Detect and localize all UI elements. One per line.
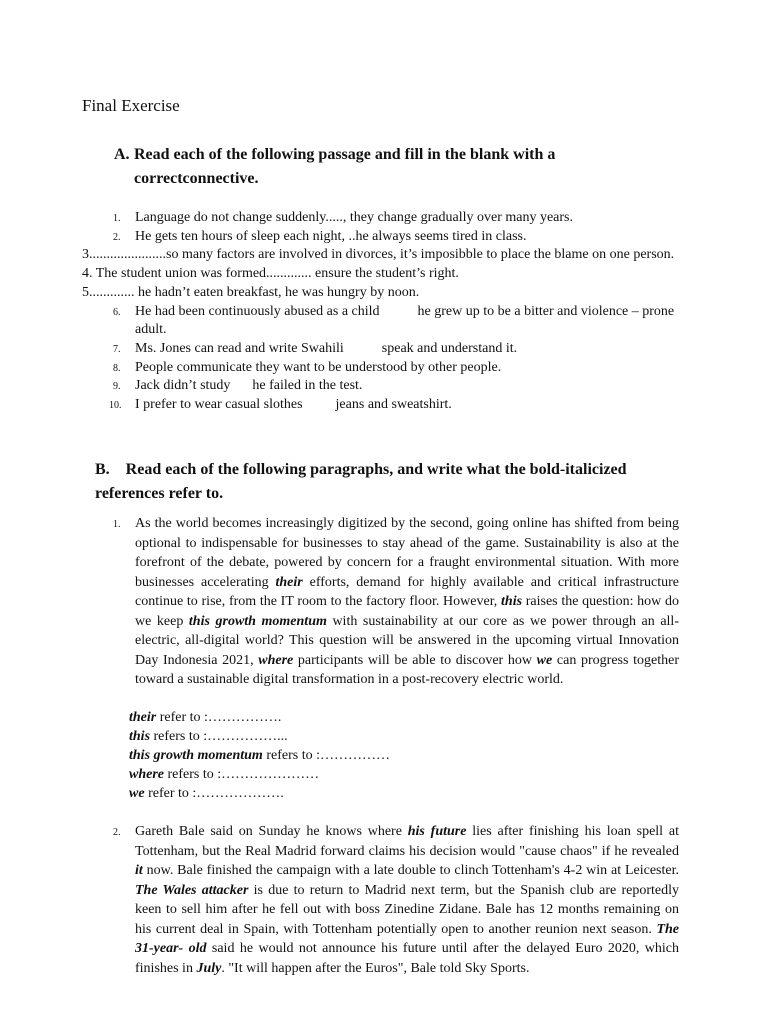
reference-term: The Wales attacker (135, 882, 249, 898)
section-a-list (82, 209, 692, 415)
item-number: 2. (113, 231, 121, 243)
reference-term: we (536, 652, 553, 668)
list-item (82, 284, 692, 303)
reference-term: this (501, 594, 523, 609)
reference-term: The 31-year- old (135, 921, 679, 956)
item-text-before-blank: Jack didn’t study (135, 378, 231, 394)
reference-term: July (196, 960, 222, 976)
item-text-before-blank: He had been continuously abused as a child (135, 303, 380, 319)
reference-term: their (275, 574, 303, 590)
list-item (82, 303, 692, 340)
reference-key: we (129, 786, 145, 801)
text-run: Gareth Bale said on Sunday he knows where (135, 824, 408, 839)
reference-key: where (129, 767, 164, 782)
item-number: 9. (113, 381, 121, 393)
text-run: can progress together toward a sustainable digital transformation in a post-recovery electric world. (135, 652, 679, 687)
page-title: Final Exercise (82, 96, 180, 115)
item-number: 10. (109, 400, 122, 412)
item-text: People communicate they want to be understood by other people. (135, 359, 502, 375)
list-item (82, 359, 692, 378)
item-number: 1. (113, 519, 121, 530)
list-item (82, 377, 692, 396)
paragraph-text (135, 514, 679, 690)
item-text: 3......................so many factors are involved in divorces, it’s imposibble to place the blame on one person. (82, 247, 675, 263)
item-text-before-blank: Ms. Jones can read and write Swahili (135, 340, 344, 356)
paragraph-item-2 (113, 822, 679, 978)
text-run: participants will be able to discover how (293, 652, 537, 668)
answer-blank: refers to :…………… (262, 748, 390, 763)
item-text-after-blank: he failed in the test. (252, 378, 363, 394)
answer-blank: refers to :……………... (150, 729, 288, 744)
text-run: with sustainability at our core as we power through an all-electric, all-digital world? This question will be answered in the upcoming virtual Innovation Day Indonesia 2021, (135, 613, 679, 668)
item-number: 7. (113, 343, 121, 355)
item-number: 8. (113, 362, 121, 374)
reference-term: this growth momentum (188, 613, 327, 629)
text-run: . "It will happen after the Euros", Bale told Sky Sports. (221, 960, 530, 976)
section-a-letter: A. (114, 146, 130, 163)
text-run: As the world becomes increasingly digitized by the second, going online has shifted from being optional to indispensable for businesses to stay ahead of the game. Sustainability is also at the forefront of the debate, powered by concern for a fraught environmental situation. With more businesses accelerating (135, 516, 679, 590)
item-number: 2. (113, 827, 121, 838)
reference-key: this (129, 729, 151, 744)
item-number: 6. (113, 306, 121, 318)
text-run: said he would not announce his future until after the delayed Euro 2020, which finishes in (135, 941, 680, 976)
reference-answers (129, 708, 390, 803)
section-a-heading (114, 143, 674, 191)
item-text-after-blank: speak and understand it. (381, 340, 518, 356)
item-text: He gets ten hours of sleep each night, ..he always seems tired in class. (135, 228, 527, 244)
list-item (82, 246, 692, 265)
item-text: 4. The student union was formed............. ensure the student’s right. (82, 266, 459, 282)
list-item (82, 396, 692, 415)
list-item (82, 340, 692, 359)
reference-key: their (129, 710, 157, 725)
section-b-instruction: Read each of the following paragraphs, and write what the bold-italicized references refer to. (95, 461, 627, 502)
section-b-letter: B. (95, 461, 110, 478)
item-number: 1. (113, 213, 121, 224)
item-text: Language do not change suddenly....., they change gradually over many years. (135, 210, 573, 225)
list-item (82, 265, 692, 284)
text-run: now. Bale finished the campaign with a late double to clinch Tottenham's 4-2 win at Leicester. (142, 863, 679, 878)
text-run: raises the question: how do we keep (135, 594, 680, 629)
text-run: lies after finishing his loan spell at Tottenham, but the Real Madrid forward claims his decision would "cause chaos" if he revealed (135, 824, 679, 859)
item-text-before-blank: I prefer to wear casual slothes (135, 397, 303, 413)
text-run: efforts, demand for highly available and critical infrastructure continue to rise, from the IT room to the factory floor. However, (135, 574, 679, 609)
answer-blank: refer to :………………. (144, 786, 284, 801)
reference-line (129, 708, 390, 727)
reference-line (129, 746, 390, 765)
reference-line (129, 727, 390, 746)
reference-key: this growth momentum (129, 748, 263, 763)
list-item (82, 228, 692, 247)
item-text: 5............. he hadn’t eaten breakfast, he was hungry by noon. (82, 284, 420, 300)
reference-term: his future (407, 824, 467, 839)
answer-blank: refers to :………………… (164, 767, 320, 782)
item-text-after-blank: jeans and sweatshirt. (335, 397, 452, 413)
paragraph-text (135, 822, 679, 978)
section-b-heading (95, 458, 681, 506)
reference-term: it (135, 863, 143, 878)
answer-blank: refer to :……………. (156, 710, 282, 725)
item-text-after-blank: he grew up to be a bitter and violence – prone adult. (135, 303, 675, 338)
reference-line (129, 784, 390, 803)
paragraph-item-1 (113, 514, 679, 690)
list-item (82, 209, 692, 228)
reference-term: where (258, 652, 294, 668)
reference-line (129, 765, 390, 784)
section-a-instruction: Read each of the following passage and fill in the blank with a correctconnective. (134, 146, 556, 187)
text-run: is due to return to Madrid next term, but the Spanish club are reportedly keen to sell him after he fell out with boss Zinedine Zidane. Bale has 12 months remaining on his current deal in Spain, with Tottenham potentially open to another reunion next season. (135, 882, 679, 937)
